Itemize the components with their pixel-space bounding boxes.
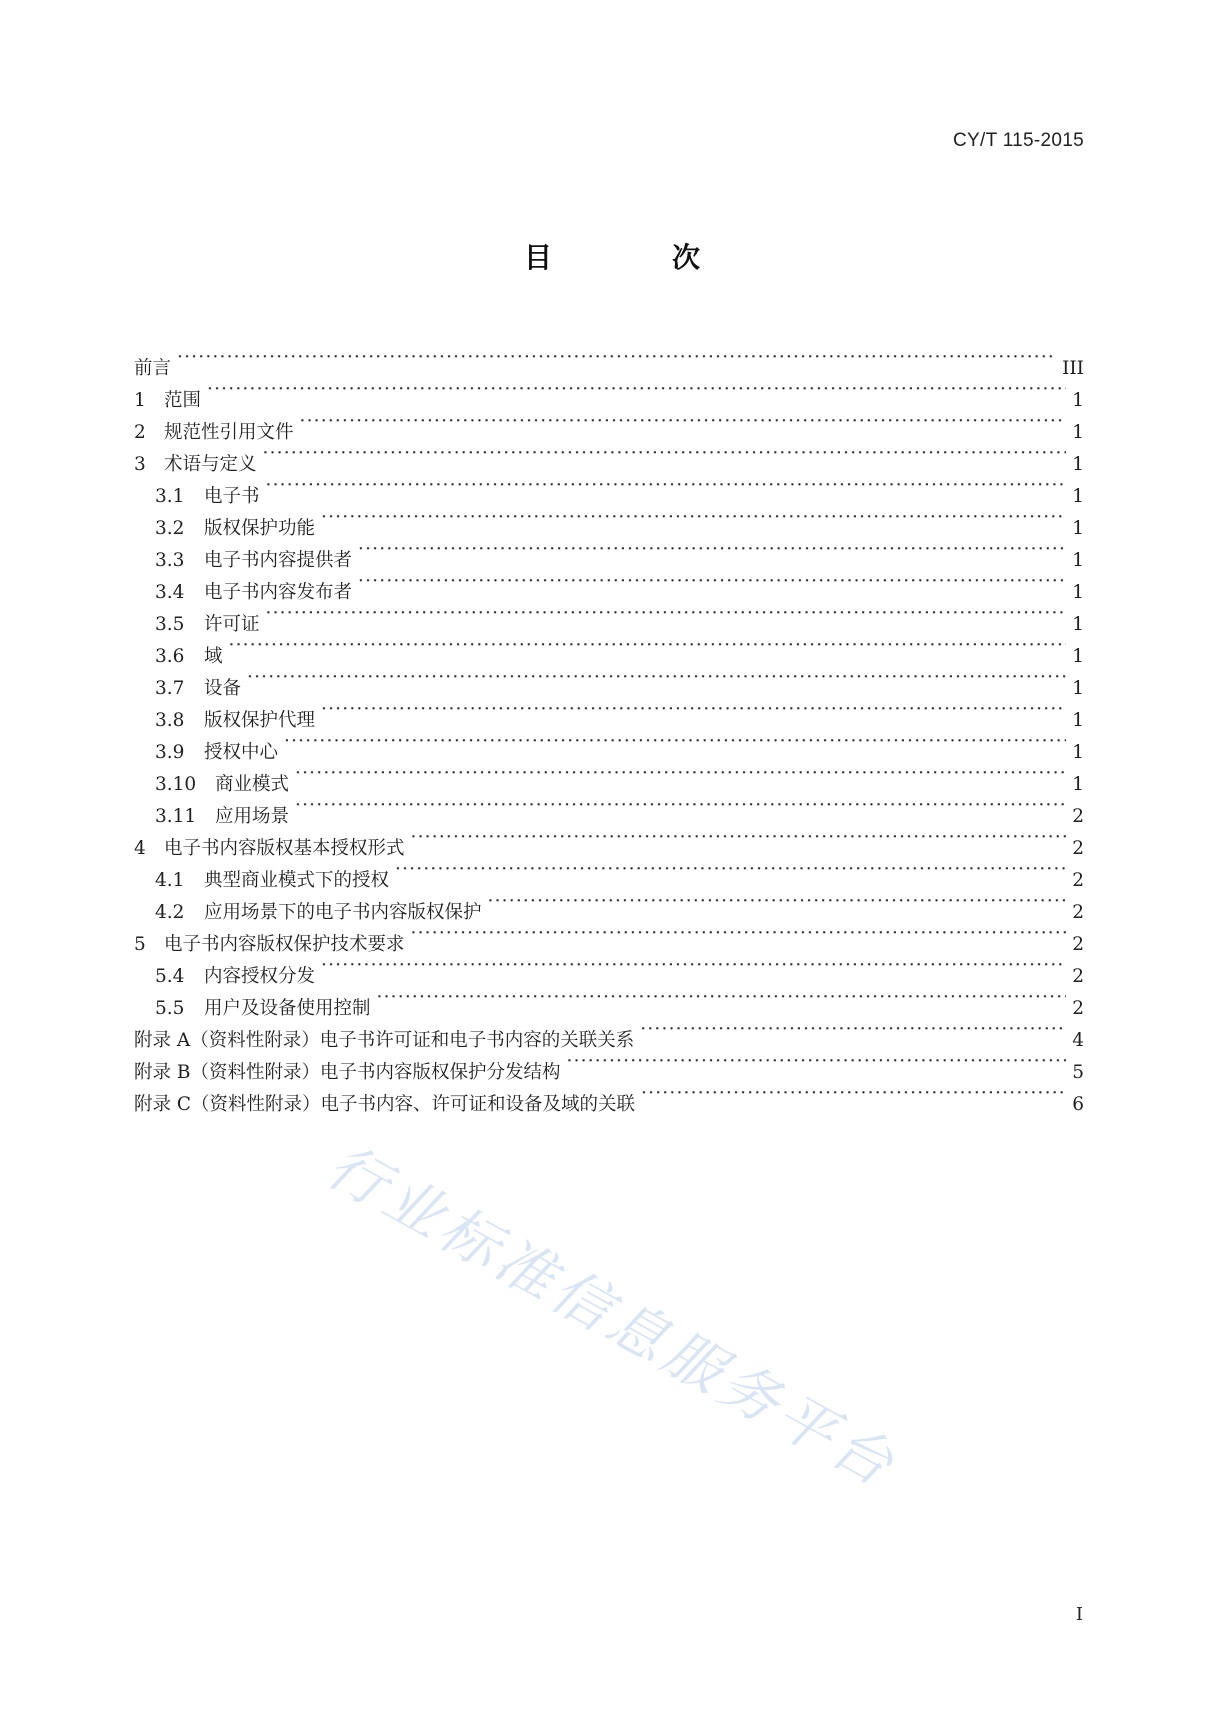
dot-leader <box>358 534 1066 566</box>
dot-leader <box>321 502 1066 534</box>
toc-entry-number: 2 <box>134 422 146 443</box>
dot-leader <box>641 1078 1066 1110</box>
toc-entry[interactable] <box>134 662 1084 699</box>
toc-entry-label: 范围 <box>164 390 202 411</box>
dot-leader <box>358 566 1066 598</box>
toc-entry-label: 设备 <box>204 678 242 699</box>
toc-entry-number: 3.3 <box>155 550 185 571</box>
toc-entry-number: 4.2 <box>155 902 185 923</box>
dot-leader <box>566 1046 1066 1078</box>
toc-entry-label: 应用场景 <box>215 806 290 827</box>
toc-entry-page: 2 <box>1072 902 1084 923</box>
toc-entry-page: 1 <box>1072 646 1084 667</box>
toc-entry-page: 1 <box>1072 390 1084 411</box>
toc-entry-label: 授权中心 <box>204 742 279 763</box>
toc-entry-label: 电子书内容提供者 <box>204 550 353 571</box>
toc-entry-label: 术语与定义 <box>164 454 257 475</box>
toc-entry-label: 附录 B（资料性附录）电子书内容版权保护分发结构 <box>134 1062 561 1083</box>
dot-leader <box>266 470 1067 502</box>
toc-entry-number: 4 <box>134 838 146 859</box>
toc-entry-label: 电子书内容版权保护技术要求 <box>164 934 405 955</box>
toc-entry[interactable] <box>134 406 1084 443</box>
toc-entry-number: 5.5 <box>155 998 185 1019</box>
toc-entry-number: 4.1 <box>155 870 185 891</box>
toc-entry-number: 3.10 <box>155 774 197 795</box>
toc-entry-page: 1 <box>1072 486 1084 507</box>
toc-entry-page: 1 <box>1072 518 1084 539</box>
table-of-contents <box>134 342 1084 1115</box>
dot-leader <box>247 662 1066 694</box>
toc-entry-label: 电子书 <box>204 486 260 507</box>
toc-entry-number: 1 <box>134 390 146 411</box>
dot-leader <box>640 1014 1066 1046</box>
dot-leader <box>295 758 1066 790</box>
toc-entry-number: 3.8 <box>155 710 185 731</box>
dot-leader <box>300 406 1067 438</box>
toc-entry-number: 5.4 <box>155 966 185 987</box>
toc-entry-number: 3 <box>134 454 146 475</box>
toc-entry-label: 规范性引用文件 <box>164 422 294 443</box>
toc-entry-page: 1 <box>1072 678 1084 699</box>
toc-entry-number: 3.11 <box>155 806 197 827</box>
toc-entry-label: 版权保护功能 <box>204 518 316 539</box>
dot-leader <box>263 438 1067 470</box>
toc-entry-number: 3.2 <box>155 518 185 539</box>
dot-leader <box>207 374 1066 406</box>
toc-entry-page: 5 <box>1072 1062 1084 1083</box>
toc-entry[interactable] <box>134 598 1084 635</box>
toc-entry-page: 1 <box>1072 614 1084 635</box>
toc-entry-label: 电子书内容版权基本授权形式 <box>164 838 405 859</box>
toc-entry-page: 1 <box>1072 710 1084 731</box>
page-number: I <box>1075 1604 1083 1625</box>
toc-entry-label: 域 <box>204 646 223 667</box>
toc-entry-number: 3.6 <box>155 646 185 667</box>
watermark: 行业标准信息服务平台 <box>316 1131 909 1502</box>
toc-entry-page: 1 <box>1072 550 1084 571</box>
toc-entry-page: 2 <box>1072 870 1084 891</box>
dot-leader <box>284 726 1066 758</box>
toc-entry[interactable] <box>134 374 1084 411</box>
page-title: 目 次 <box>523 241 746 274</box>
toc-entry-label: 应用场景下的电子书内容版权保护 <box>204 902 482 923</box>
toc-entry-page: 1 <box>1072 582 1084 603</box>
toc-entry-label: 内容授权分发 <box>204 966 316 987</box>
toc-entry-page: 2 <box>1072 966 1084 987</box>
toc-entry-page: 1 <box>1072 742 1084 763</box>
toc-entry-page: 6 <box>1072 1094 1084 1115</box>
dot-leader <box>377 982 1067 1014</box>
toc-entry-page: 1 <box>1072 422 1084 443</box>
dot-leader <box>229 630 1067 662</box>
toc-entry-label: 许可证 <box>204 614 260 635</box>
toc-entry-number: 5 <box>134 934 146 955</box>
toc-entry-page: 2 <box>1072 838 1084 859</box>
toc-entry[interactable] <box>134 502 1084 539</box>
dot-leader <box>295 790 1066 822</box>
toc-entry-number: 3.9 <box>155 742 185 763</box>
toc-entry-label: 商业模式 <box>215 774 290 795</box>
toc-entry-label: 典型商业模式下的授权 <box>204 870 390 891</box>
toc-entry-page: 2 <box>1072 934 1084 955</box>
toc-entry-number: 3.4 <box>155 582 185 603</box>
standard-code: CY/T 115-2015 <box>953 130 1084 151</box>
toc-entry-page: 1 <box>1072 454 1084 475</box>
toc-entry[interactable] <box>134 438 1084 475</box>
toc-entry-number: 3.5 <box>155 614 185 635</box>
toc-entry[interactable] <box>134 470 1084 507</box>
toc-entry[interactable] <box>134 694 1084 731</box>
toc-entry-page: III <box>1062 358 1084 379</box>
dot-leader <box>411 918 1067 950</box>
toc-entry-page: 2 <box>1072 998 1084 1019</box>
dot-leader <box>395 854 1066 886</box>
toc-entry-page: 1 <box>1072 774 1084 795</box>
toc-entry-page: 4 <box>1072 1030 1084 1051</box>
dot-leader <box>321 694 1066 726</box>
toc-entry-label: 附录 A（资料性附录）电子书许可证和电子书内容的关联关系 <box>134 1030 635 1051</box>
toc-entry-page: 2 <box>1072 806 1084 827</box>
dot-leader <box>321 950 1066 982</box>
dot-leader <box>177 342 1056 374</box>
dot-leader <box>266 598 1067 630</box>
dot-leader <box>411 822 1067 854</box>
toc-entry-number: 3.1 <box>155 486 185 507</box>
toc-entry-label: 前言 <box>134 358 172 379</box>
toc-entry[interactable] <box>134 630 1084 667</box>
toc-entry-label: 附录 C（资料性附录）电子书内容、许可证和设备及域的关联 <box>134 1094 636 1115</box>
toc-entry[interactable] <box>134 342 1084 379</box>
toc-entry-label: 版权保护代理 <box>204 710 316 731</box>
toc-entry-label: 用户及设备使用控制 <box>204 998 371 1019</box>
toc-entry-label: 电子书内容发布者 <box>204 582 353 603</box>
toc-entry-number: 3.7 <box>155 678 185 699</box>
dot-leader <box>488 886 1067 918</box>
